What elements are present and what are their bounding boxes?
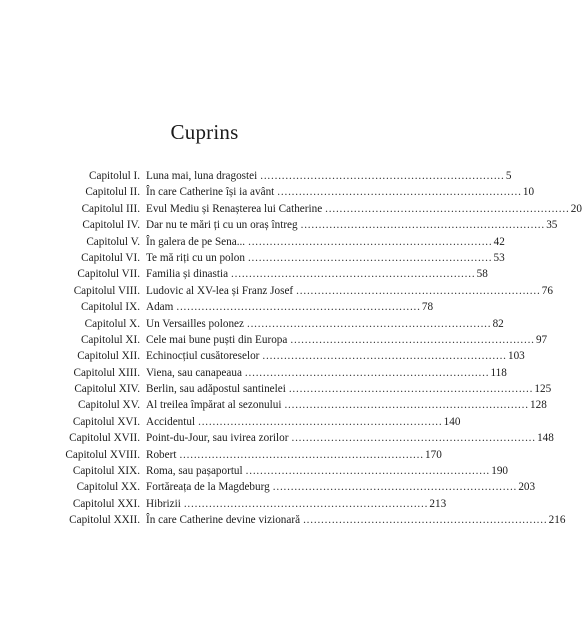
chapter-title: Ludovic al XV-lea și Franz Josef — [146, 284, 294, 297]
chapter-title: Al treilea împărat al sezonului — [146, 399, 282, 412]
dot-leader — [277, 184, 520, 200]
toc-entry — [40, 266, 488, 282]
chapter-number: Capitolul VI. — [81, 251, 140, 264]
dot-leader — [245, 365, 488, 381]
page-number: 103 — [507, 350, 525, 363]
toc-entry — [40, 430, 554, 446]
page-number: 125 — [534, 383, 552, 396]
toc-entry — [40, 463, 508, 479]
toc-entry — [40, 283, 553, 299]
toc-entry — [40, 365, 507, 381]
chapter-number: Capitolul VII. — [77, 268, 140, 281]
chapter-title: Te mă riți cu un polon — [146, 251, 245, 264]
dot-leader — [325, 201, 568, 217]
page-number: 203 — [518, 481, 536, 494]
chapter-title: Dar nu te mări ți cu un oraș întreg — [146, 219, 298, 232]
page-number: 148 — [537, 432, 554, 445]
page-number: 58 — [476, 268, 488, 281]
chapter-number: Capitolul V. — [86, 235, 140, 248]
chapter-title: Berlin, sau adăpostul santinelei — [146, 383, 286, 396]
chapter-number: Capitolul IX. — [80, 301, 140, 314]
chapter-number: Capitolul XIV. — [74, 383, 140, 396]
toc-entry — [40, 217, 558, 233]
page-number: 97 — [535, 333, 548, 346]
chapter-number: Capitolul XX. — [76, 481, 140, 494]
chapter-number: Capitolul XVIII. — [65, 448, 140, 461]
dot-leader — [289, 381, 532, 397]
dot-leader — [184, 496, 427, 512]
chapter-number: Capitolul XV. — [78, 399, 140, 412]
chapter-title: Point-du-Jour, sau ivirea zorilor — [146, 432, 289, 445]
chapter-title: Echinocțiul cusătoreselor — [146, 350, 260, 363]
toc-entry — [40, 316, 504, 332]
chapter-title: Un Versailles polonez — [146, 317, 244, 330]
chapter-number: Capitolul XIX. — [72, 465, 140, 478]
chapter-number: Capitolul XXI. — [72, 497, 140, 510]
toc-entry — [40, 348, 525, 364]
chapter-title: Fortăreața de la Magdeburg — [146, 481, 270, 494]
page-number: 128 — [530, 399, 547, 412]
chapter-title: În care Catherine devine vizionară — [146, 514, 301, 527]
page-number: 213 — [429, 497, 447, 510]
toc-entry — [40, 201, 582, 217]
toc-entry — [40, 184, 535, 200]
page-number: 140 — [443, 415, 461, 428]
dot-leader — [246, 463, 489, 479]
page-number: 53 — [493, 251, 505, 264]
chapter-title: Hibrizii — [146, 497, 181, 510]
dot-leader — [262, 348, 505, 364]
toc-entry — [40, 234, 505, 250]
chapter-number: Capitolul II. — [85, 186, 140, 199]
dot-leader — [179, 447, 422, 463]
chapter-number: Capitolul I. — [89, 170, 140, 182]
dot-leader — [296, 283, 539, 299]
chapter-number: Capitolul XVI. — [72, 415, 140, 428]
chapter-number: Capitolul III. — [81, 202, 140, 215]
chapter-title: Viena, sau canapeaua — [146, 366, 242, 379]
page-number: 216 — [548, 514, 566, 527]
dot-leader — [273, 479, 516, 495]
toc-entry — [40, 447, 442, 463]
page-title: Cuprins — [170, 120, 239, 144]
dot-leader — [247, 316, 490, 332]
chapter-title: Adam — [146, 301, 174, 314]
chapter-title: Familia și dinastia — [146, 268, 229, 281]
chapter-title: Cele mai bune puști din Europa — [146, 333, 288, 346]
page-number: 42 — [493, 235, 505, 248]
dot-leader — [248, 250, 491, 266]
toc-entry — [40, 168, 512, 184]
chapter-number: Capitolul XXII. — [69, 514, 140, 527]
chapter-title: În galera de pe Sena... — [146, 235, 246, 248]
dot-leader — [198, 414, 441, 430]
chapter-number: Capitolul VIII. — [73, 284, 140, 297]
dot-leader — [231, 266, 474, 282]
page-number: 82 — [492, 317, 504, 330]
toc-entry — [40, 512, 566, 528]
toc-entry — [40, 250, 505, 266]
chapter-number: Capitolul X. — [84, 317, 140, 330]
toc-entry — [40, 332, 548, 348]
page-number: 78 — [421, 301, 434, 314]
page-number: 5 — [505, 170, 512, 182]
dot-leader — [290, 332, 533, 348]
table-of-contents — [40, 168, 582, 529]
chapter-title: În care Catherine își ia avânt — [146, 186, 275, 199]
toc-entry — [40, 479, 536, 495]
dot-leader — [248, 234, 491, 250]
chapter-title: Roma, sau pașaportul — [146, 465, 243, 478]
toc-entry — [40, 414, 461, 430]
chapter-title: Luna mai, luna dragostei — [146, 170, 258, 182]
page-number: 170 — [425, 448, 442, 461]
toc-entry — [40, 381, 552, 397]
page-number: 10 — [522, 186, 535, 199]
chapter-number: Capitolul IV. — [82, 219, 140, 232]
dot-leader — [291, 430, 534, 446]
page-number: 118 — [490, 366, 507, 379]
toc-entry — [40, 397, 547, 413]
page-number: 76 — [541, 284, 553, 297]
chapter-title: Evul Mediu și Renașterea lui Catherine — [146, 202, 323, 215]
page-number: 190 — [491, 465, 508, 478]
chapter-number: Capitolul XI. — [80, 333, 140, 346]
page-number: 20 — [570, 202, 582, 215]
page-number: 35 — [546, 219, 558, 232]
chapter-number: Capitolul XIII. — [73, 366, 140, 379]
dot-leader — [303, 512, 546, 528]
toc-entry — [40, 299, 434, 315]
chapter-number: Capitolul XVII. — [69, 432, 140, 445]
chapter-title: Accidentul — [146, 415, 196, 428]
dot-leader — [260, 168, 503, 184]
dot-leader — [301, 217, 544, 233]
chapter-number: Capitolul XII. — [77, 350, 140, 363]
dot-leader — [284, 397, 527, 413]
dot-leader — [176, 299, 419, 315]
chapter-title: Robert — [146, 448, 177, 461]
toc-entry — [40, 496, 447, 512]
